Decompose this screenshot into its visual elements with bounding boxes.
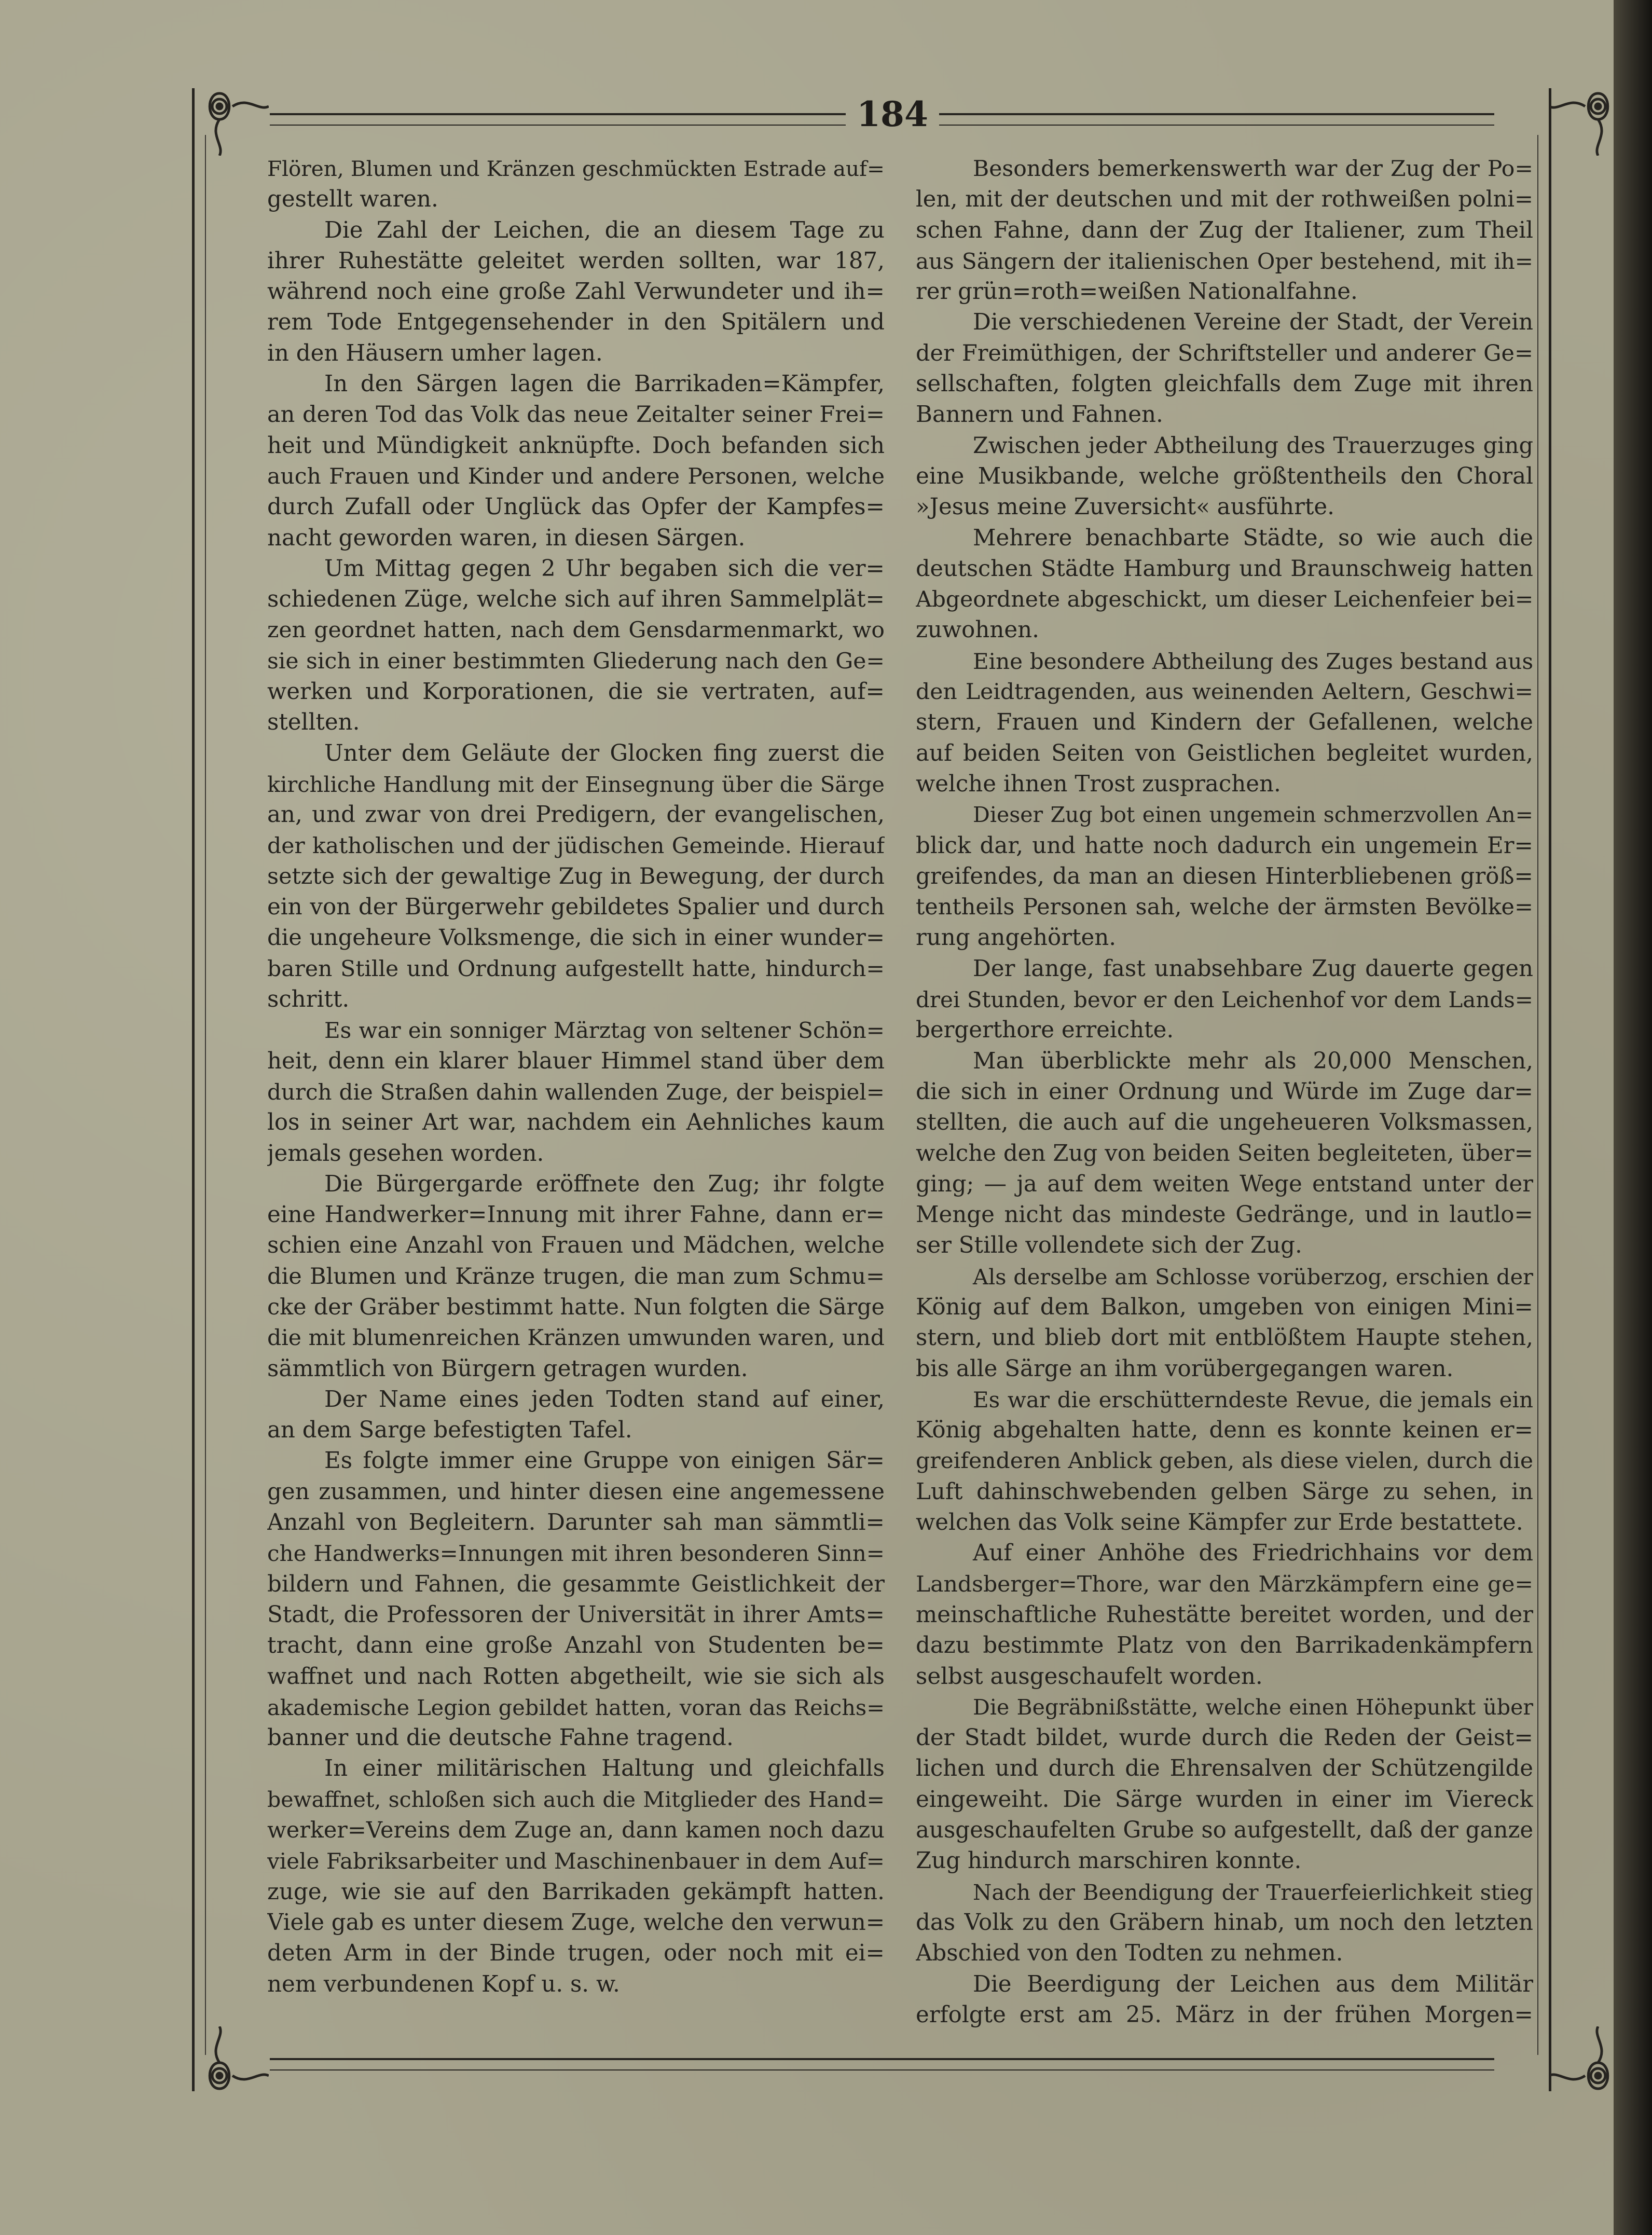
text-line: König abgehalten hatte, denn es konnte keinen er= [916,1417,1533,1444]
text-line: aus Sängern der italienischen Oper bestehend, mit ih= [916,248,1533,274]
text-line: Flören, Blumen und Kränzen geschmückten Estrade auf= [267,156,885,181]
text-line: während noch eine große Zahl Verwundeter und ih= [267,279,885,305]
text-line: an, und zwar von drei Predigern, der evangelischen, [267,802,885,828]
text-line: gen zusammen, und hinter diesen eine angemessene [267,1478,885,1505]
text-column-left [267,154,885,2000]
text-line: eine Handwerker=Innung mit ihrer Fahne, dann er= [267,1202,885,1228]
text-line: Es war ein sonniger Märztag von seltener Schön= [324,1018,885,1044]
text-line: che Handwerks=Innungen mit ihren besonderen Sinn= [267,1541,885,1567]
text-line: kirchliche Handlung mit der Einsegnung über die Särge [267,771,885,797]
text-line: rer grün=roth=weißen Nationalfahne. [916,279,1358,305]
text-line: Die verschiedenen Vereine der Stadt, der Verein [973,309,1533,336]
text-line: banner und die deutsche Fahne tragend. [267,1725,734,1751]
text-line: Es folgte immer eine Gruppe von einigen Sär= [324,1448,885,1474]
text-line: Als derselbe am Schlosse vorüberzog, erschien der [973,1264,1533,1290]
text-line: durch die Straßen dahin wallenden Zuge, der beispiel= [267,1079,885,1105]
text-line: welche den Zug von beiden Seiten begleiteten, über= [916,1140,1533,1167]
text-line: setzte sich der gewaltige Zug in Bewegung, der durch [267,863,885,889]
text-line: an deren Tod das Volk das neue Zeitalter seiner Frei= [267,402,885,428]
text-line: Landsberger=Thore, war den Märzkämpfern eine ge= [916,1571,1533,1597]
text-line: len, mit der deutschen und mit der rothweißen polni= [916,186,1533,213]
text-line: in den Häusern umher lagen. [267,340,603,366]
text-line: Unter dem Geläute der Glocken fing zuerst die [324,740,885,766]
text-line: werken und Korporationen, die sie vertraten, auf= [267,679,885,705]
text-line: Anzahl von Begleitern. Darunter sah man sämmtli= [267,1510,885,1536]
text-line: der Stadt bildet, wurde durch die Reden der Geist= [916,1725,1533,1751]
text-line: Man überblickte mehr als 20,000 Menschen, [973,1048,1533,1074]
text-line: greifendes, da man an diesen Hinterbliebenen größ= [916,863,1533,889]
text-line: die Blumen und Kränze trugen, die man zum Schmu= [267,1263,885,1290]
text-line: die sich in einer Ordnung und Würde im Zuge dar= [916,1078,1533,1105]
text-line: eingeweiht. Die Särge wurden in einer im Viereck [916,1786,1533,1813]
text-line: sellschaften, folgten gleichfalls dem Zuge mit ihren [916,371,1533,397]
text-line: auf beiden Seiten von Geistlichen begleitet wurden, [916,740,1533,766]
text-line: bewaffnet, schloßen sich auch die Mitglieder des Hand= [267,1787,885,1812]
text-line: ser Stille vollendete sich der Zug. [916,1232,1302,1259]
text-line: die mit blumenreichen Kränzen umwunden waren, und [267,1325,885,1351]
text-line: eine Musikbande, welche größtentheils den Choral [916,463,1533,489]
text-line: durch Zufall oder Unglück das Opfer der Kampfes= [267,494,885,520]
page-number: 184 [857,94,928,134]
text-line: Bannern und Fahnen. [916,402,1163,428]
text-line: nem verbundenen Kopf u. s. w. [267,1971,620,1997]
text-line: stellten. [267,709,360,736]
text-line: lichen und durch die Ehrensalven der Schützengilde [916,1756,1533,1782]
text-line: los in seiner Art war, nachdem ein Aehnliches kaum [267,1109,885,1136]
corner-ornament-icon [1549,83,1621,156]
text-line: zuge, wie sie auf den Barrikaden gekämpft hatten. [267,1879,885,1905]
text-line: akademische Legion gebildet hatten, voran das Reichs= [267,1694,885,1720]
text-line: Die Zahl der Leichen, die an diesem Tage zu [324,217,885,243]
text-line: erfolgte erst am 25. März in der frühen Morgen= [916,2001,1533,2028]
text-line: rung angehörten. [916,925,1117,951]
text-line: In einer militärischen Haltung und gleichfalls [324,1756,885,1782]
text-line: welchen das Volk seine Kämpfer zur Erde bestattete. [916,1510,1523,1536]
text-line: Abgeordnete abgeschickt, um dieser Leichenfeier bei= [916,587,1533,613]
text-line: drei Stunden, bevor er den Leichenhof vor dem Lands= [916,987,1533,1013]
text-line: rem Tode Entgegensehender in den Spitälern und [267,309,885,336]
corner-ornament-icon [196,83,269,156]
text-line: gestellt waren. [267,186,438,213]
text-line: schritt. [267,986,350,1013]
book-gutter [1614,0,1652,2235]
text-line: Der Name eines jeden Todten stand auf einer, [324,1386,885,1413]
text-line: Auf einer Anhöhe des Friedrichhains vor dem [973,1540,1533,1567]
text-line: schiedenen Züge, welche sich auf ihren Sammelplät= [267,586,885,613]
text-line: zuwohnen. [916,617,1039,643]
text-line: nacht geworden waren, in diesen Särgen. [267,525,746,551]
text-line: bergerthore erreichte. [916,1017,1174,1044]
text-line: ihrer Ruhestätte geleitet werden sollten, war 187, [267,248,885,274]
text-line: tracht, dann eine große Anzahl von Studenten be= [267,1633,885,1659]
text-line: schien eine Anzahl von Frauen und Mädchen, welche [267,1232,885,1259]
text-line: waffnet und nach Rotten abgetheilt, wie sie sich als [267,1663,885,1690]
text-line: In den Särgen lagen die Barrikaden=Kämpfer, [324,371,885,397]
text-line: Nach der Beendigung der Trauerfeierlichkeit stieg [973,1879,1533,1905]
text-line: Die Begräbnißstätte, welche einen Höhepunkt über [973,1694,1533,1720]
header-rule-left [270,113,846,126]
text-line: blick dar, und hatte noch dadurch ein ungemein Er= [916,832,1533,859]
footer-rule [270,2058,1494,2071]
text-line: jemals gesehen worden. [267,1140,544,1167]
text-line: bis alle Särge an ihm vorübergegangen waren. [916,1355,1454,1382]
text-line: baren Stille und Ordnung aufgestellt hatte, hindurch= [267,956,885,982]
text-line: cke der Gräber bestimmt hatte. Nun folgten die Särge [267,1294,885,1320]
text-line: stern, Frauen und Kindern der Gefallenen, welche [916,709,1533,736]
text-line: das Volk zu den Gräbern hinab, um noch den letzten [916,1909,1533,1936]
text-line: Menge nicht das mindeste Gedränge, und in lautlo= [916,1202,1533,1228]
text-line: ausgeschaufelten Grube so aufgestellt, daß der ganze [916,1817,1533,1844]
text-line: Eine besondere Abtheilung des Zuges bestand aus [973,648,1533,674]
text-line: zen geordnet hatten, nach dem Gensdarmenmarkt, wo [267,618,885,643]
text-column-right [916,154,1533,2031]
text-line: heit und Mündigkeit anknüpfte. Doch befanden sich [267,432,885,459]
text-line: meinschaftliche Ruhestätte bereitet worden, und der [916,1601,1533,1628]
text-line: Zug hindurch marschiren konnte. [916,1848,1302,1874]
text-line: Der lange, fast unabsehbare Zug dauerte gegen [973,955,1533,982]
text-line: sie sich in einer bestimmten Gliederung nach den Ge= [267,648,885,674]
text-line: Mehrere benachbarte Städte, so wie auch die [973,525,1533,551]
text-line: Besonders bemerkenswerth war der Zug der Po= [973,156,1533,182]
text-line: tentheils Personen sah, welche der ärmsten Bevölke= [916,894,1533,921]
text-line: Stadt, die Professoren der Universität in ihrer Amts= [267,1601,885,1628]
text-line: deten Arm in der Binde trugen, oder noch mit ei= [267,1940,885,1967]
text-line: stern, und blieb dort mit entblößtem Haupte stehen, [916,1325,1533,1351]
text-line: Um Mittag gegen 2 Uhr begaben sich die ver= [324,555,885,582]
text-line: dazu bestimmte Platz von den Barrikadenkämpfern [916,1633,1533,1659]
text-line: ging; — ja auf dem weiten Wege entstand unter der [916,1171,1533,1197]
text-line: die ungeheure Volksmenge, die sich in einer wunder= [267,925,885,951]
text-line: stellten, die auch auf die ungeheueren Volksmassen, [916,1109,1533,1136]
text-line: Es war die erschütterndeste Revue, die jemals ein [973,1387,1533,1413]
text-line: ein von der Bürgerwehr gebildetes Spalier und durch [267,894,885,921]
text-line: Viele gab es unter diesem Zuge, welche den verwun= [267,1909,885,1936]
text-line: König auf dem Balkon, umgeben von einigen Mini= [916,1294,1533,1320]
header-rule-right [939,113,1494,126]
text-line: der Freimüthigen, der Schriftsteller und anderer Ge= [916,340,1533,366]
text-line: an dem Sarge befestigten Tafel. [267,1417,632,1444]
text-line: deutschen Städte Hamburg und Braunschweig hatten [916,555,1533,582]
text-line: sämmtlich von Bürgern getragen wurden. [267,1355,748,1382]
text-line: der katholischen und der jüdischen Gemeinde. Hierauf [267,833,885,859]
text-line: Zwischen jeder Abtheilung des Trauerzuges ging [973,432,1533,459]
text-line: selbst ausgeschaufelt worden. [916,1663,1263,1690]
text-line: Dieser Zug bot einen ungemein schmerzvollen An= [973,802,1533,828]
text-line: den Leidtragenden, aus weinenden Aeltern, Geschwi= [916,679,1533,705]
text-line: schen Fahne, dann der Zug der Italiener, zum Theil [916,217,1533,243]
text-line: werker=Vereins dem Zuge an, dann kamen noch dazu [267,1817,885,1844]
text-line: »Jesus meine Zuversicht« ausführte. [916,494,1334,520]
text-line: heit, denn ein klarer blauer Himmel stand über dem [267,1048,885,1074]
text-line: viele Fabriksarbeiter und Maschinenbauer in dem Auf= [267,1848,885,1874]
text-line: Luft dahinschwebenden gelben Särge zu sehen, in [916,1478,1533,1505]
corner-ornament-icon [1549,2026,1621,2099]
corner-ornament-icon [196,2026,269,2099]
text-line: bildern und Fahnen, die gesammte Geistlichkeit der [267,1571,885,1597]
text-line: Abschied von den Todten zu nehmen. [916,1940,1343,1967]
text-line: Die Bürgergarde eröffnete den Zug; ihr folgte [324,1171,885,1197]
text-line: auch Frauen und Kinder und andere Personen, welche [267,463,885,489]
text-line: welche ihnen Trost zusprachen. [916,771,1281,797]
text-line: Die Beerdigung der Leichen aus dem Militär [973,1971,1533,1997]
text-line: greifenderen Anblick geben, als diese vielen, durch die [916,1448,1533,1474]
